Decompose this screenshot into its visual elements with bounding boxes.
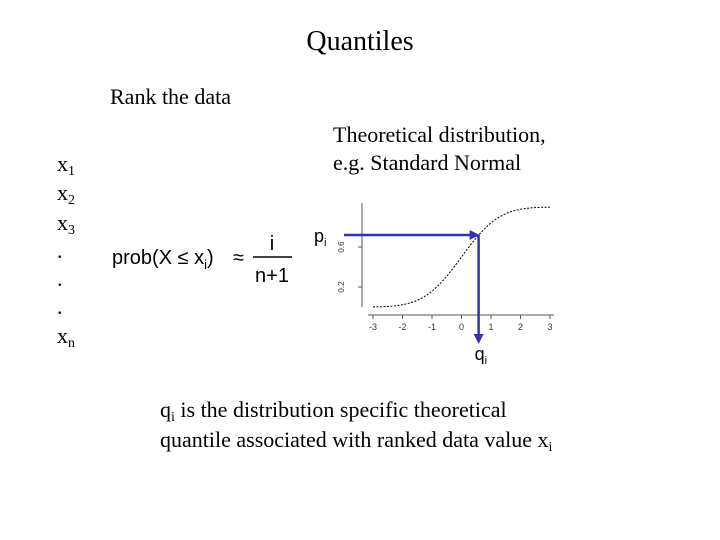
- formula-lhs: prob(X ≤ $x_i$): [112, 247, 214, 272]
- slide-title: Quantiles: [306, 26, 414, 57]
- x-subscript: n: [68, 336, 75, 351]
- x-subscript: 3: [68, 223, 75, 238]
- ellipsis-dot: .: [57, 238, 63, 263]
- ranked-value-1: [57, 151, 75, 180]
- x-tick-label: -3: [368, 322, 378, 332]
- theoretical-line-1: Theoretical distribution,: [333, 122, 546, 147]
- y-tick-label: 0.2: [337, 281, 346, 293]
- probability-formula: [110, 220, 310, 290]
- y-ticks: [337, 241, 362, 293]
- ranked-value-n: [57, 323, 75, 352]
- approx-sign: ≈: [233, 247, 244, 269]
- x-subscript: 1: [68, 164, 75, 179]
- formula-numerator: i: [269, 233, 275, 255]
- quantile-description-line-1: $q_i$ is the distribution specific theoretical: [160, 397, 507, 425]
- ellipsis-dot: .: [57, 294, 63, 319]
- x-tick-label: 1: [488, 322, 494, 332]
- pi-label: $p_i$: [314, 226, 327, 249]
- cdf-curve: [373, 207, 550, 307]
- ellipsis-dot: .: [57, 266, 63, 291]
- x-letter: x: [57, 323, 68, 348]
- x-tick-label: -2: [398, 322, 407, 332]
- qi-arrowhead: [474, 334, 484, 344]
- theoretical-line-2: e.g. Standard Normal: [333, 150, 522, 175]
- x-tick-label: 0: [458, 322, 465, 332]
- x-tick-label: 2: [517, 322, 524, 332]
- quantile-description-line-2: quantile associated with ranked data value $x_i$: [160, 427, 553, 455]
- x-tick-label: 3: [547, 322, 553, 332]
- formula-denominator: n+1: [255, 265, 289, 287]
- x-letter: x: [57, 210, 68, 235]
- x-subscript: 2: [68, 193, 75, 208]
- rank-label: Rank the data: [110, 84, 231, 109]
- ranked-value-3: [57, 210, 75, 239]
- normal-cdf-chart: [300, 195, 570, 375]
- x-tick-label: -1: [427, 322, 437, 332]
- y-tick-label: 0.6: [337, 241, 346, 253]
- ranked-value-2: [57, 180, 75, 209]
- x-letter: x: [57, 151, 68, 176]
- qi-label: $q_i$: [474, 344, 488, 367]
- x-letter: x: [57, 180, 68, 205]
- x-ticks: [369, 315, 553, 332]
